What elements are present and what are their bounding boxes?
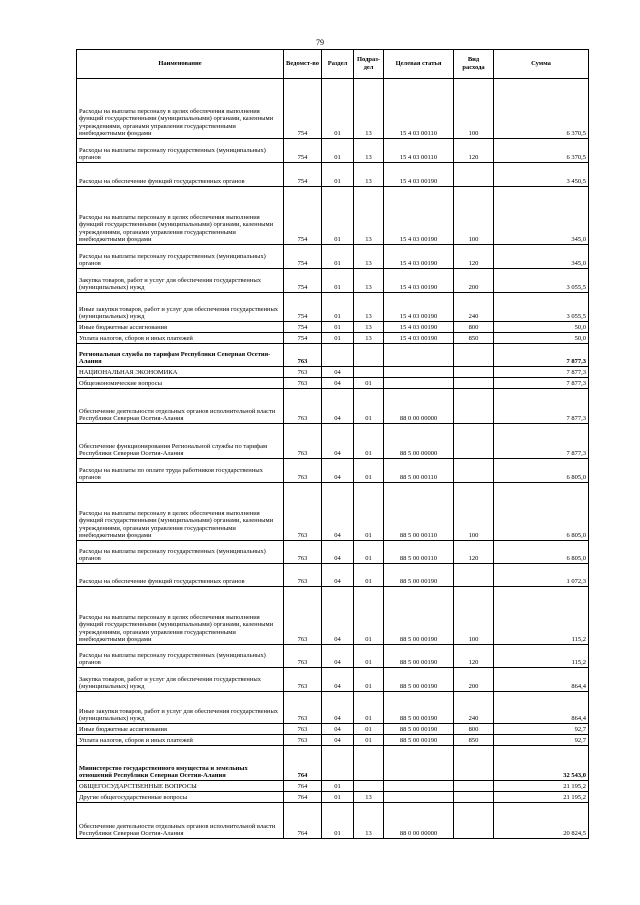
cell-tselevaya-statya: 15 4 03 00190 bbox=[384, 163, 454, 187]
cell-podrazdel: 01 bbox=[354, 668, 384, 692]
cell-tselevaya-statya: 88 0 00 00000 bbox=[384, 803, 454, 839]
cell-razdel: 01 bbox=[322, 792, 354, 803]
cell-podrazdel: 01 bbox=[354, 587, 384, 645]
cell-vedomstvo: 763 bbox=[284, 483, 322, 541]
cell-vedomstvo: 754 bbox=[284, 269, 322, 293]
cell-razdel: 04 bbox=[322, 424, 354, 459]
cell-tselevaya-statya: 15 4 03 00190 bbox=[384, 322, 454, 333]
cell-name: Расходы на обеспечение функций государственных органов bbox=[77, 163, 284, 187]
cell-summa: 92,7 bbox=[494, 724, 589, 735]
table-row bbox=[77, 746, 589, 781]
header-razdel: Раздел bbox=[322, 50, 354, 79]
cell-podrazdel bbox=[354, 781, 384, 792]
cell-tselevaya-statya: 88 5 00 00190 bbox=[384, 587, 454, 645]
cell-tselevaya-statya: 15 4 03 00190 bbox=[384, 245, 454, 269]
cell-tselevaya-statya: 15 4 03 00190 bbox=[384, 333, 454, 344]
cell-tselevaya-statya: 88 5 00 00190 bbox=[384, 564, 454, 587]
cell-razdel: 01 bbox=[322, 139, 354, 163]
cell-tselevaya-statya: 88 5 00 00110 bbox=[384, 483, 454, 541]
table-row bbox=[77, 781, 589, 792]
cell-podrazdel: 13 bbox=[354, 803, 384, 839]
cell-tselevaya-statya bbox=[384, 378, 454, 389]
cell-podrazdel: 13 bbox=[354, 269, 384, 293]
cell-razdel: 01 bbox=[322, 803, 354, 839]
cell-summa: 21 195,2 bbox=[494, 792, 589, 803]
cell-summa: 6 370,5 bbox=[494, 79, 589, 139]
cell-vid-raskhoda bbox=[454, 746, 494, 781]
cell-vid-raskhoda: 120 bbox=[454, 139, 494, 163]
cell-name: Региональная служба по тарифам Республики Северная Осетия-Алания bbox=[77, 344, 284, 367]
cell-name: Обеспечение деятельности отдельных органов исполнительной власти Республики Северная Осетия-Алания bbox=[77, 803, 284, 839]
cell-vedomstvo: 763 bbox=[284, 378, 322, 389]
cell-vedomstvo: 754 bbox=[284, 187, 322, 245]
cell-vid-raskhoda: 100 bbox=[454, 79, 494, 139]
table-row bbox=[77, 541, 589, 564]
cell-vid-raskhoda: 850 bbox=[454, 333, 494, 344]
cell-razdel: 04 bbox=[322, 724, 354, 735]
table-row bbox=[77, 333, 589, 344]
cell-vedomstvo: 763 bbox=[284, 541, 322, 564]
cell-name: Закупка товаров, работ и услуг для обеспечения государственных (муниципальных) нужд bbox=[77, 269, 284, 293]
cell-vedomstvo: 754 bbox=[284, 163, 322, 187]
cell-podrazdel bbox=[354, 746, 384, 781]
table-row bbox=[77, 322, 589, 333]
cell-tselevaya-statya: 88 5 00 00110 bbox=[384, 459, 454, 483]
cell-name: Расходы на выплаты по оплате труда работников государственных органов bbox=[77, 459, 284, 483]
cell-summa: 6 805,0 bbox=[494, 459, 589, 483]
cell-vid-raskhoda: 800 bbox=[454, 322, 494, 333]
cell-podrazdel: 01 bbox=[354, 724, 384, 735]
table-row bbox=[77, 378, 589, 389]
cell-podrazdel: 13 bbox=[354, 293, 384, 322]
cell-name: Расходы на выплаты персоналу в целях обеспечения выполнения функций государственными (муниципальными) органами, казенными учреждениями, органами управления государственными внебюджетными фондами bbox=[77, 483, 284, 541]
cell-vedomstvo: 754 bbox=[284, 79, 322, 139]
cell-name: ОБЩЕГОСУДАРСТВЕННЫЕ ВОПРОСЫ bbox=[77, 781, 284, 792]
cell-tselevaya-statya: 88 5 00 00110 bbox=[384, 541, 454, 564]
cell-razdel: 04 bbox=[322, 645, 354, 668]
table-row bbox=[77, 293, 589, 322]
cell-name: Расходы на выплаты персоналу государственных (муниципальных) органов bbox=[77, 541, 284, 564]
cell-name: Расходы на выплаты персоналу в целях обеспечения выполнения функций государственными (муниципальными) органами, казенными учреждениями, органами управления государственными внебюджетными фондами bbox=[77, 187, 284, 245]
cell-vid-raskhoda bbox=[454, 459, 494, 483]
cell-podrazdel: 13 bbox=[354, 139, 384, 163]
cell-name: Иные закупки товаров, работ и услуг для обеспечения государственных (муниципальных) нужд bbox=[77, 293, 284, 322]
cell-vedomstvo: 764 bbox=[284, 792, 322, 803]
cell-vedomstvo: 754 bbox=[284, 139, 322, 163]
cell-podrazdel: 01 bbox=[354, 564, 384, 587]
cell-name: Иные закупки товаров, работ и услуг для обеспечения государственных (муниципальных) нужд bbox=[77, 692, 284, 724]
table-row bbox=[77, 344, 589, 367]
cell-vedomstvo: 754 bbox=[284, 293, 322, 322]
cell-podrazdel: 13 bbox=[354, 187, 384, 245]
cell-name: Иные бюджетные ассигнования bbox=[77, 724, 284, 735]
cell-podrazdel: 01 bbox=[354, 483, 384, 541]
cell-name: Обеспечение функционирования Региональной службы по тарифам Республики Северная Осетия-Алания bbox=[77, 424, 284, 459]
cell-vedomstvo: 763 bbox=[284, 692, 322, 724]
cell-vid-raskhoda bbox=[454, 803, 494, 839]
cell-vedomstvo: 754 bbox=[284, 322, 322, 333]
cell-podrazdel bbox=[354, 344, 384, 367]
cell-vid-raskhoda bbox=[454, 564, 494, 587]
cell-podrazdel: 13 bbox=[354, 792, 384, 803]
cell-summa: 345,0 bbox=[494, 187, 589, 245]
cell-razdel: 04 bbox=[322, 564, 354, 587]
header-podrazdel: Подраз-дел bbox=[354, 50, 384, 79]
cell-tselevaya-statya: 88 5 00 00190 bbox=[384, 668, 454, 692]
cell-summa: 6 805,0 bbox=[494, 483, 589, 541]
table-row bbox=[77, 564, 589, 587]
cell-summa: 92,7 bbox=[494, 735, 589, 746]
table-row bbox=[77, 424, 589, 459]
cell-vid-raskhoda: 100 bbox=[454, 587, 494, 645]
cell-vid-raskhoda: 200 bbox=[454, 269, 494, 293]
header-tselevaya-statya: Целевая статья bbox=[384, 50, 454, 79]
cell-razdel: 01 bbox=[322, 79, 354, 139]
cell-summa: 7 877,3 bbox=[494, 424, 589, 459]
cell-tselevaya-statya: 88 5 00 00000 bbox=[384, 424, 454, 459]
cell-podrazdel bbox=[354, 367, 384, 378]
cell-summa: 345,0 bbox=[494, 245, 589, 269]
cell-name: Расходы на выплаты персоналу в целях обеспечения выполнения функций государственными (муниципальными) органами, казенными учреждениями, органами управления государственными внебюджетными фондами bbox=[77, 79, 284, 139]
cell-podrazdel: 13 bbox=[354, 322, 384, 333]
cell-name: Уплата налогов, сборов и иных платежей bbox=[77, 333, 284, 344]
cell-summa: 7 877,3 bbox=[494, 344, 589, 367]
cell-razdel: 01 bbox=[322, 781, 354, 792]
cell-podrazdel: 01 bbox=[354, 645, 384, 668]
cell-vedomstvo: 763 bbox=[284, 367, 322, 378]
cell-vid-raskhoda bbox=[454, 367, 494, 378]
header-vid-raskhoda: Вид расхода bbox=[454, 50, 494, 79]
cell-summa: 7 877,3 bbox=[494, 389, 589, 424]
cell-name: Уплата налогов, сборов и иных платежей bbox=[77, 735, 284, 746]
cell-tselevaya-statya bbox=[384, 792, 454, 803]
cell-name: Расходы на выплаты персоналу государственных (муниципальных) органов bbox=[77, 645, 284, 668]
cell-vid-raskhoda: 240 bbox=[454, 692, 494, 724]
cell-name: Расходы на выплаты персоналу государственных (муниципальных) органов bbox=[77, 245, 284, 269]
cell-tselevaya-statya: 15 4 03 00190 bbox=[384, 269, 454, 293]
cell-vedomstvo: 764 bbox=[284, 803, 322, 839]
cell-razdel: 01 bbox=[322, 333, 354, 344]
cell-vid-raskhoda bbox=[454, 378, 494, 389]
table-row bbox=[77, 724, 589, 735]
cell-vedomstvo: 754 bbox=[284, 245, 322, 269]
cell-tselevaya-statya: 88 5 00 00190 bbox=[384, 692, 454, 724]
cell-razdel: 04 bbox=[322, 541, 354, 564]
cell-summa: 6 370,5 bbox=[494, 139, 589, 163]
cell-vid-raskhoda bbox=[454, 792, 494, 803]
cell-name: Общеэкономические вопросы bbox=[77, 378, 284, 389]
cell-summa: 6 805,0 bbox=[494, 541, 589, 564]
table-row bbox=[77, 163, 589, 187]
cell-vid-raskhoda: 200 bbox=[454, 668, 494, 692]
cell-summa: 115,2 bbox=[494, 587, 589, 645]
cell-tselevaya-statya: 88 5 00 00190 bbox=[384, 645, 454, 668]
cell-vedomstvo: 763 bbox=[284, 424, 322, 459]
cell-name: Министерство государственного имущества и земельных отношений Республики Северная Осетия-Алания bbox=[77, 746, 284, 781]
table-row bbox=[77, 389, 589, 424]
cell-vid-raskhoda: 800 bbox=[454, 724, 494, 735]
cell-vid-raskhoda bbox=[454, 781, 494, 792]
cell-vedomstvo: 763 bbox=[284, 645, 322, 668]
table-row bbox=[77, 79, 589, 139]
header-name: Наименование bbox=[77, 50, 284, 79]
cell-summa: 7 877,3 bbox=[494, 367, 589, 378]
cell-vedomstvo: 763 bbox=[284, 389, 322, 424]
cell-summa: 864,4 bbox=[494, 668, 589, 692]
cell-razdel: 04 bbox=[322, 735, 354, 746]
cell-razdel: 01 bbox=[322, 269, 354, 293]
cell-podrazdel: 13 bbox=[354, 333, 384, 344]
cell-vid-raskhoda: 120 bbox=[454, 541, 494, 564]
cell-razdel: 04 bbox=[322, 587, 354, 645]
cell-vid-raskhoda bbox=[454, 389, 494, 424]
cell-vedomstvo: 763 bbox=[284, 724, 322, 735]
cell-summa: 1 072,3 bbox=[494, 564, 589, 587]
cell-podrazdel: 01 bbox=[354, 424, 384, 459]
cell-razdel bbox=[322, 344, 354, 367]
cell-vedomstvo: 763 bbox=[284, 459, 322, 483]
cell-summa: 7 877,3 bbox=[494, 378, 589, 389]
cell-summa: 21 195,2 bbox=[494, 781, 589, 792]
cell-podrazdel: 13 bbox=[354, 79, 384, 139]
cell-razdel bbox=[322, 746, 354, 781]
cell-tselevaya-statya: 88 0 00 00000 bbox=[384, 389, 454, 424]
cell-vid-raskhoda: 850 bbox=[454, 735, 494, 746]
cell-summa: 115,2 bbox=[494, 645, 589, 668]
cell-razdel: 04 bbox=[322, 692, 354, 724]
cell-vedomstvo: 763 bbox=[284, 344, 322, 367]
cell-podrazdel: 13 bbox=[354, 245, 384, 269]
cell-summa: 3 055,5 bbox=[494, 269, 589, 293]
cell-tselevaya-statya: 15 4 03 00190 bbox=[384, 293, 454, 322]
header-vedomstvo: Ведомст-во bbox=[284, 50, 322, 79]
cell-vedomstvo: 763 bbox=[284, 587, 322, 645]
cell-vedomstvo: 764 bbox=[284, 746, 322, 781]
cell-vedomstvo: 764 bbox=[284, 781, 322, 792]
cell-vid-raskhoda: 240 bbox=[454, 293, 494, 322]
table-row bbox=[77, 587, 589, 645]
table-row bbox=[77, 459, 589, 483]
cell-vedomstvo: 763 bbox=[284, 564, 322, 587]
cell-tselevaya-statya bbox=[384, 746, 454, 781]
cell-summa: 50,0 bbox=[494, 333, 589, 344]
cell-vid-raskhoda: 120 bbox=[454, 645, 494, 668]
cell-razdel: 01 bbox=[322, 245, 354, 269]
cell-razdel: 04 bbox=[322, 483, 354, 541]
cell-podrazdel: 01 bbox=[354, 541, 384, 564]
cell-vid-raskhoda bbox=[454, 163, 494, 187]
cell-vedomstvo: 763 bbox=[284, 735, 322, 746]
header-summa: Сумма bbox=[494, 50, 589, 79]
cell-vid-raskhoda: 120 bbox=[454, 245, 494, 269]
cell-podrazdel: 01 bbox=[354, 459, 384, 483]
cell-vid-raskhoda: 100 bbox=[454, 187, 494, 245]
table-row bbox=[77, 187, 589, 245]
cell-razdel: 04 bbox=[322, 668, 354, 692]
cell-summa: 20 824,5 bbox=[494, 803, 589, 839]
cell-razdel: 04 bbox=[322, 459, 354, 483]
cell-vedomstvo: 754 bbox=[284, 333, 322, 344]
table-row bbox=[77, 483, 589, 541]
cell-name: Расходы на выплаты персоналу государственных (муниципальных) органов bbox=[77, 139, 284, 163]
cell-podrazdel: 01 bbox=[354, 378, 384, 389]
table-row bbox=[77, 803, 589, 839]
cell-tselevaya-statya: 88 5 00 00190 bbox=[384, 724, 454, 735]
table-row bbox=[77, 792, 589, 803]
cell-vedomstvo: 763 bbox=[284, 668, 322, 692]
table-row bbox=[77, 269, 589, 293]
table-row bbox=[77, 245, 589, 269]
cell-tselevaya-statya: 15 4 03 00110 bbox=[384, 79, 454, 139]
cell-tselevaya-statya bbox=[384, 781, 454, 792]
cell-vid-raskhoda bbox=[454, 424, 494, 459]
cell-name: Расходы на обеспечение функций государственных органов bbox=[77, 564, 284, 587]
cell-razdel: 01 bbox=[322, 322, 354, 333]
cell-podrazdel: 01 bbox=[354, 389, 384, 424]
cell-name: Закупка товаров, работ и услуг для обеспечения государственных (муниципальных) нужд bbox=[77, 668, 284, 692]
cell-tselevaya-statya bbox=[384, 367, 454, 378]
table-row bbox=[77, 367, 589, 378]
cell-vid-raskhoda: 100 bbox=[454, 483, 494, 541]
cell-name: Иные бюджетные ассигнования bbox=[77, 322, 284, 333]
cell-name: Расходы на выплаты персоналу в целях обеспечения выполнения функций государственными (муниципальными) органами, казенными учреждениями, органами управления государственными внебюджетными фондами bbox=[77, 587, 284, 645]
cell-summa: 32 543,0 bbox=[494, 746, 589, 781]
cell-razdel: 04 bbox=[322, 378, 354, 389]
cell-tselevaya-statya: 15 4 03 00190 bbox=[384, 187, 454, 245]
cell-podrazdel: 01 bbox=[354, 692, 384, 724]
cell-name: Другие общегосударственные вопросы bbox=[77, 792, 284, 803]
table-row bbox=[77, 735, 589, 746]
cell-summa: 864,4 bbox=[494, 692, 589, 724]
table-header-row bbox=[77, 50, 589, 79]
table-row bbox=[77, 645, 589, 668]
table-row bbox=[77, 139, 589, 163]
cell-razdel: 01 bbox=[322, 163, 354, 187]
cell-vid-raskhoda bbox=[454, 344, 494, 367]
cell-name: Обеспечение деятельности отдельных органов исполнительной власти Республики Северная Осетия-Алания bbox=[77, 389, 284, 424]
cell-razdel: 04 bbox=[322, 367, 354, 378]
cell-summa: 3 450,5 bbox=[494, 163, 589, 187]
cell-podrazdel: 01 bbox=[354, 735, 384, 746]
cell-razdel: 01 bbox=[322, 187, 354, 245]
cell-tselevaya-statya: 88 5 00 00190 bbox=[384, 735, 454, 746]
cell-summa: 3 055,5 bbox=[494, 293, 589, 322]
cell-summa: 50,0 bbox=[494, 322, 589, 333]
budget-table bbox=[76, 49, 589, 839]
cell-razdel: 01 bbox=[322, 293, 354, 322]
page-number: 79 bbox=[316, 38, 324, 47]
table-row bbox=[77, 668, 589, 692]
cell-razdel: 04 bbox=[322, 389, 354, 424]
table-row bbox=[77, 692, 589, 724]
cell-tselevaya-statya bbox=[384, 344, 454, 367]
cell-name: НАЦИОНАЛЬНАЯ ЭКОНОМИКА bbox=[77, 367, 284, 378]
table-body bbox=[77, 79, 589, 839]
cell-podrazdel: 13 bbox=[354, 163, 384, 187]
cell-tselevaya-statya: 15 4 03 00110 bbox=[384, 139, 454, 163]
